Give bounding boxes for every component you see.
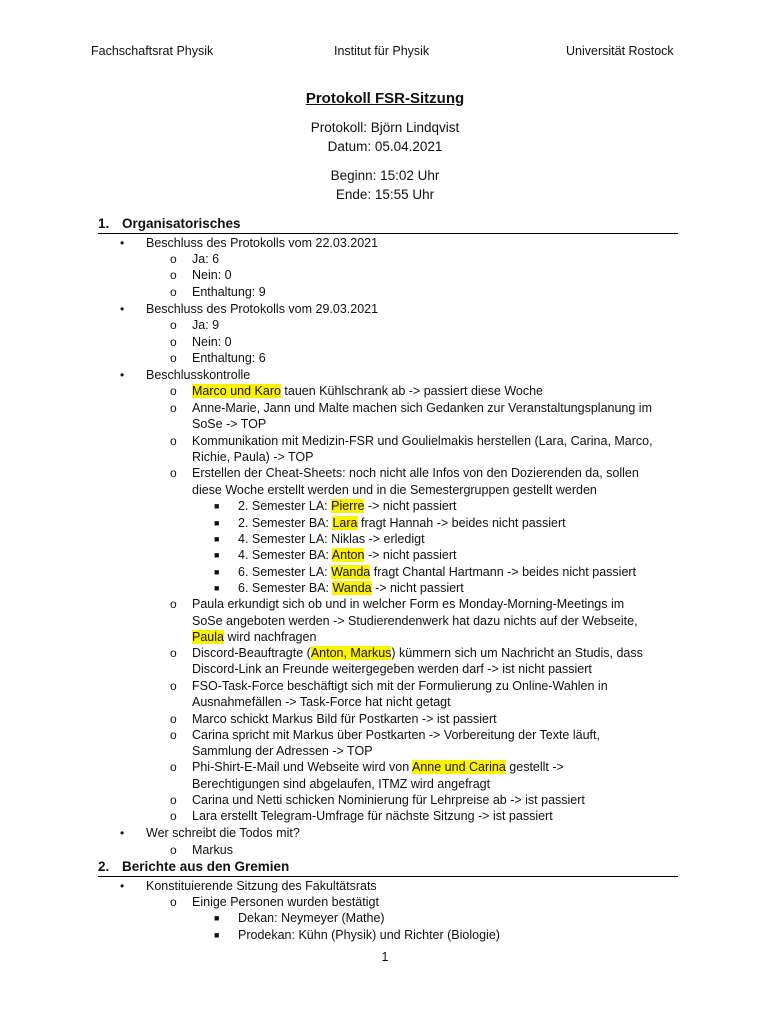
list-item-text: Nein: 0 <box>192 335 232 349</box>
list-item <box>192 482 597 498</box>
list-item-text: Beschlusskontrolle <box>146 368 251 382</box>
list-item-text: Sammlung der Adressen -> TOP <box>192 744 373 758</box>
bullet-circle-icon: o <box>170 646 177 660</box>
bullet-square-icon: ■ <box>214 583 220 593</box>
list-item-text: -> nicht passiert <box>371 581 464 595</box>
bullet-circle-icon: o <box>170 895 177 909</box>
list-item-text: Carina spricht mit Markus über Postkarten -> Vorbereitung der Texte läuft, <box>192 728 600 742</box>
list-item <box>238 531 425 547</box>
list-item <box>192 629 316 645</box>
list-item <box>192 808 553 824</box>
list-item-text: tauen Kühlschrank ab -> passiert diese Woche <box>280 384 544 398</box>
list-item-text: Ausnahmefällen -> Task-Force hat nicht getagt <box>192 695 451 709</box>
section-number: 2. <box>98 859 110 874</box>
list-item-text: Enthaltung: 6 <box>192 351 266 365</box>
list-item <box>192 678 608 694</box>
highlighted-name: Paula <box>192 630 224 644</box>
bullet-circle-icon: o <box>170 384 177 398</box>
list-item <box>238 515 566 531</box>
bullet-square-icon: ■ <box>214 518 220 528</box>
list-item-text: ) kümmern sich um Nachricht an Studis, dass <box>391 646 643 660</box>
list-item <box>192 711 497 727</box>
page-title: Protokoll FSR-Sitzung <box>305 90 465 107</box>
list-item <box>192 759 564 775</box>
list-item <box>146 301 378 317</box>
list-item-text: 2. Semester LA: <box>238 499 332 513</box>
list-item <box>192 661 592 677</box>
bullet-circle-icon: o <box>170 809 177 823</box>
highlighted-name: Marco und Karo <box>192 384 281 398</box>
list-item-text: SoSe -> TOP <box>192 417 267 431</box>
highlighted-name: Wanda <box>332 581 372 595</box>
list-item <box>192 776 490 792</box>
list-item-text: FSO-Task-Force beschäftigt sich mit der Formulierung zu Online-Wahlen in <box>192 679 608 693</box>
list-item-text: diese Woche erstellt werden und in die Semestergruppen gestellt werden <box>192 483 597 497</box>
list-item-text: Kommunikation mit Medizin-FSR und Goulielmakis herstellen (Lara, Carina, Marco, <box>192 434 653 448</box>
list-item-text: Markus <box>192 843 233 857</box>
protokoll-date: Datum: 05.04.2021 <box>327 139 443 154</box>
bullet-circle-icon: o <box>170 285 177 299</box>
list-item <box>146 878 377 894</box>
bullet-circle-icon: o <box>170 760 177 774</box>
bullet-circle-icon: o <box>170 268 177 282</box>
list-item-text: Beschluss des Protokolls vom 29.03.2021 <box>146 302 379 316</box>
bullet-dot-icon: • <box>120 879 125 893</box>
list-item-text: Anne-Marie, Jann und Malte machen sich Gedanken zur Veranstaltungsplanung im <box>192 401 652 415</box>
list-item <box>192 613 638 629</box>
list-item-text: 4. Semester BA: <box>238 548 332 562</box>
list-item <box>192 894 379 910</box>
list-item-text: Erstellen der Cheat-Sheets: noch nicht alle Infos von den Dozierenden da, sollen <box>192 466 639 480</box>
list-item <box>192 267 232 283</box>
bullet-circle-icon: o <box>170 793 177 807</box>
bullet-circle-icon: o <box>170 335 177 349</box>
list-item-text: SoSe angeboten werden -> Studierendenwerk hat dazu nichts auf der Webseite, <box>192 614 638 628</box>
list-item-text: fragt Chantal Hartmann -> beides nicht passiert <box>370 565 637 579</box>
bullet-circle-icon: o <box>170 318 177 332</box>
bullet-square-icon: ■ <box>214 501 220 511</box>
list-item-text: 2. Semester BA: <box>238 516 333 530</box>
list-item <box>192 334 232 350</box>
bullet-circle-icon: o <box>170 466 177 480</box>
list-item <box>192 842 233 858</box>
list-item <box>238 927 500 943</box>
list-item-text: Richie, Paula) -> TOP <box>192 450 314 464</box>
list-item <box>192 743 373 759</box>
header-left: Fachschaftsrat Physik <box>91 44 214 58</box>
list-item-text: -> nicht passiert <box>364 548 457 562</box>
list-item-text: Ja: 6 <box>192 252 220 266</box>
page-number: 1 <box>381 950 389 964</box>
list-item <box>192 400 652 416</box>
bullet-square-icon: ■ <box>214 550 220 560</box>
bullet-square-icon: ■ <box>214 930 220 940</box>
list-item-text: Discord-Link an Freunde weitergegeben werden darf -> ist nicht passiert <box>192 662 592 676</box>
bullet-circle-icon: o <box>170 679 177 693</box>
list-item-text: Nein: 0 <box>192 268 232 282</box>
highlighted-name: Wanda <box>331 565 371 579</box>
highlighted-name: Anton, Markus <box>310 646 392 660</box>
list-item <box>238 498 457 514</box>
list-item-text: Phi-Shirt-E-Mail und Webseite wird von <box>192 760 412 774</box>
bullet-circle-icon: o <box>170 252 177 266</box>
list-item <box>192 350 266 366</box>
highlighted-name: Anton <box>331 548 365 562</box>
highlighted-name: Pierre <box>331 499 365 513</box>
end-time: Ende: 15:55 Uhr <box>335 187 435 202</box>
section-title: Organisatorisches <box>122 216 241 231</box>
list-item-text: gestellt -> <box>505 760 564 774</box>
list-item <box>192 449 313 465</box>
list-item <box>192 284 266 300</box>
list-item-text: 6. Semester BA: <box>238 581 333 595</box>
header-center: Institut für Physik <box>334 44 430 58</box>
list-item <box>238 580 464 596</box>
list-item-text: Beschluss des Protokolls vom 22.03.2021 <box>146 236 379 250</box>
section-heading <box>98 858 678 877</box>
section-number: 1. <box>98 216 110 231</box>
list-item-text: Carina und Netti schicken Nominierung für Lehrpreise ab -> ist passiert <box>192 793 585 807</box>
list-item <box>192 727 600 743</box>
bullet-dot-icon: • <box>120 826 125 840</box>
list-item-text: Konstituierende Sitzung des Fakultätsrats <box>146 879 377 893</box>
list-item <box>192 416 266 432</box>
list-item <box>192 317 219 333</box>
list-item-text: Berechtigungen sind abgelaufen, ITMZ wird angefragt <box>192 777 491 791</box>
bullet-circle-icon: o <box>170 401 177 415</box>
list-item-text: Prodekan: Kühn (Physik) und Richter (Biologie) <box>238 928 500 942</box>
bullet-circle-icon: o <box>170 728 177 742</box>
bullet-square-icon: ■ <box>214 534 220 544</box>
list-item-text: Lara erstellt Telegram-Umfrage für nächste Sitzung -> ist passiert <box>192 809 553 823</box>
list-item-text: fragt Hannah -> beides nicht passiert <box>357 516 566 530</box>
bullet-circle-icon: o <box>170 434 177 448</box>
list-item-text: Dekan: Neymeyer (Mathe) <box>238 911 385 925</box>
list-item <box>192 465 639 481</box>
highlighted-name: Lara <box>332 516 358 530</box>
bullet-circle-icon: o <box>170 351 177 365</box>
bullet-dot-icon: • <box>120 302 125 316</box>
header-right: Universität Rostock <box>566 44 674 58</box>
list-item-text: wird nachfragen <box>223 630 317 644</box>
bullet-dot-icon: • <box>120 236 125 250</box>
section-heading <box>98 215 678 234</box>
section-title: Berichte aus den Gremien <box>122 859 290 874</box>
list-item <box>146 825 300 841</box>
list-item-text: Ja: 9 <box>192 318 220 332</box>
list-item-text: 6. Semester LA: <box>238 565 332 579</box>
list-item-text: Marco schickt Markus Bild für Postkarten -> ist passiert <box>192 712 497 726</box>
list-item <box>192 433 653 449</box>
bullet-circle-icon: o <box>170 712 177 726</box>
list-item-text: Discord-Beauftragte ( <box>192 646 311 660</box>
list-item <box>192 645 643 661</box>
list-item-text: 4. Semester LA: Niklas -> erledigt <box>238 532 425 546</box>
list-item <box>192 383 543 399</box>
bullet-circle-icon: o <box>170 843 177 857</box>
list-item <box>238 564 636 580</box>
list-item <box>146 235 378 251</box>
bullet-dot-icon: • <box>120 368 125 382</box>
list-item <box>192 596 624 612</box>
start-time: Beginn: 15:02 Uhr <box>330 168 440 183</box>
bullet-circle-icon: o <box>170 597 177 611</box>
list-item-text: Enthaltung: 9 <box>192 285 266 299</box>
list-item <box>192 694 451 710</box>
list-item <box>192 792 585 808</box>
protokoll-author: Protokoll: Björn Lindqvist <box>310 120 460 135</box>
bullet-square-icon: ■ <box>214 567 220 577</box>
list-item-text: Einige Personen wurden bestätigt <box>192 895 379 909</box>
list-item <box>238 547 457 563</box>
list-item <box>238 910 385 926</box>
list-item <box>192 251 219 267</box>
list-item-text: Paula erkundigt sich ob und in welcher Form es Monday-Morning-Meetings im <box>192 597 625 611</box>
list-item-text: -> nicht passiert <box>364 499 457 513</box>
list-item <box>146 367 250 383</box>
highlighted-name: Anne und Carina <box>412 760 506 774</box>
list-item-text: Wer schreibt die Todos mit? <box>146 826 300 840</box>
bullet-square-icon: ■ <box>214 913 220 923</box>
